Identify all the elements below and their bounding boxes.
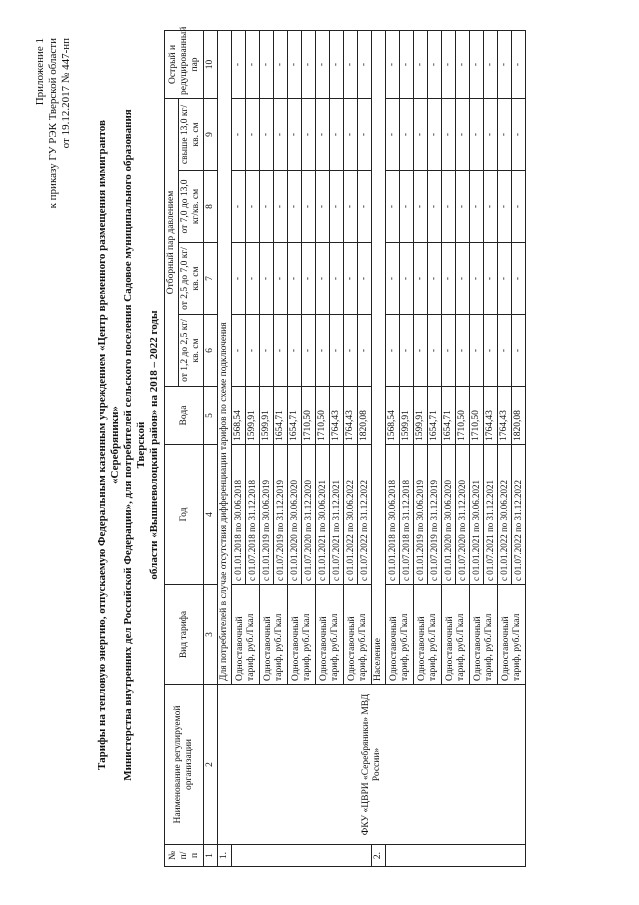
section-number: 2. [372,845,386,867]
period-cell: с 01.01.2019 по 30.06.2019 [260,445,274,585]
period-cell: с 01.01.2018 по 30.06.2018 [386,445,400,585]
dash-cell: - [358,315,372,387]
dash-cell: - [316,243,330,315]
water-value: 1654,71 [288,387,302,445]
organization-name: ФКУ «ЦВРИ «Серебряники» МВД России» [218,685,526,845]
dash-cell: - [260,171,274,243]
dash-cell: - [498,315,512,387]
dash-cell: - [428,171,442,243]
water-value: 1599,91 [246,387,260,445]
dash-cell: - [246,315,260,387]
dash-cell: - [456,171,470,243]
dash-cell: - [302,171,316,243]
dash-cell: - [428,98,442,170]
section-row [218,30,232,866]
dash-cell: - [330,98,344,170]
dash-cell: - [330,30,344,98]
water-value: 1820,08 [512,387,526,445]
tariff-type: Одноставочный тариф, руб./Гкал [470,585,498,685]
period-cell: с 01.01.2018 по 30.06.2018 [232,445,246,585]
dash-cell: - [400,243,414,315]
dash-cell: - [386,30,400,98]
section-note: Население [372,30,386,684]
period-cell: с 01.07.2020 по 31.12.2020 [456,445,470,585]
dash-cell: - [484,30,498,98]
dash-cell: - [414,315,428,387]
col-header-steam: Отборный пар давлением [165,98,179,386]
order-ref: к приказу ГУ РЭК Тверской области [47,38,59,209]
tariff-type: Одноставочный тариф, руб./Гкал [344,585,372,685]
period-cell: с 01.07.2018 по 31.12.2018 [400,445,414,585]
water-value: 1568,54 [386,387,400,445]
dash-cell: - [358,171,372,243]
dash-cell: - [414,98,428,170]
dash-cell: - [288,30,302,98]
period-cell: с 01.01.2020 по 30.06.2020 [288,445,302,585]
col-index: 9 [204,98,218,170]
water-value: 1710,50 [456,387,470,445]
dash-cell: - [456,30,470,98]
document-title [96,85,161,805]
col-index: 1 [204,845,218,867]
dash-cell: - [442,243,456,315]
dash-cell: - [498,171,512,243]
dash-cell: - [288,171,302,243]
tariff-type: Одноставочный тариф, руб./Гкал [498,585,526,685]
dash-cell: - [302,243,316,315]
col-header-water: Вода [165,387,204,445]
row-num-empty [386,845,526,867]
dash-cell: - [470,98,484,170]
period-cell: с 01.07.2021 по 31.12.2021 [330,445,344,585]
dash-cell: - [260,243,274,315]
period-cell: с 01.07.2019 по 31.12.2019 [274,445,288,585]
water-value: 1654,71 [274,387,288,445]
dash-cell: - [316,98,330,170]
dash-cell: - [470,30,484,98]
period-cell: с 01.07.2020 по 31.12.2020 [302,445,316,585]
dash-cell: - [274,98,288,170]
order-date: от 19.12.2017 № 447-нп [60,38,72,149]
dash-cell: - [288,98,302,170]
tariff-type: Одноставочный тариф, руб./Гкал [442,585,470,685]
dash-cell: - [470,243,484,315]
row-num-empty [232,845,372,867]
col-header-steam-4: свыше 13,0 кг/кв. см [179,98,204,170]
period-cell: с 01.07.2018 по 31.12.2018 [246,445,260,585]
dash-cell: - [414,30,428,98]
title-line-3: области «Вышневолоцкий район» на 2018 – 2022 годы [148,310,160,580]
dash-cell: - [344,98,358,170]
col-header-steam-2: от 2,5 до 7,0 кг/кв. см [179,243,204,315]
dash-cell: - [260,315,274,387]
period-cell: с 01.07.2019 по 31.12.2019 [428,445,442,585]
water-value: 1820,08 [358,387,372,445]
water-value: 1654,71 [442,387,456,445]
dash-cell: - [232,171,246,243]
col-header-type: Вид тарифа [165,585,204,685]
dash-cell: - [232,30,246,98]
dash-cell: - [400,98,414,170]
dash-cell: - [456,98,470,170]
period-cell: с 01.01.2019 по 30.06.2019 [414,445,428,585]
table-body [218,30,526,866]
col-index: 3 [204,585,218,685]
tariff-table [164,26,526,867]
dash-cell: - [274,30,288,98]
dash-cell: - [442,171,456,243]
period-cell: с 01.01.2022 по 30.06.2022 [498,445,512,585]
dash-cell: - [484,98,498,170]
dash-cell: - [456,315,470,387]
dash-cell: - [344,243,358,315]
dash-cell: - [512,30,526,98]
dash-cell: - [386,171,400,243]
dash-cell: - [470,171,484,243]
col-header-num: № п/ п [165,845,204,867]
dash-cell: - [274,315,288,387]
tariff-type: Одноставочный тариф, руб./Гкал [386,585,414,685]
dash-cell: - [428,30,442,98]
dash-cell: - [344,315,358,387]
dash-cell: - [260,30,274,98]
col-index: 8 [204,171,218,243]
water-value: 1654,71 [428,387,442,445]
dash-cell: - [400,315,414,387]
tariff-type: Одноставочный тариф, руб./Гкал [260,585,288,685]
col-index: 7 [204,243,218,315]
water-value: 1599,91 [400,387,414,445]
dash-cell: - [274,171,288,243]
water-value: 1599,91 [414,387,428,445]
dash-cell: - [512,315,526,387]
period-cell: с 01.01.2021 по 30.06.2021 [470,445,484,585]
period-cell: с 01.01.2021 по 30.06.2021 [316,445,330,585]
tariff-type: Одноставочный тариф, руб./Гкал [414,585,442,685]
dash-cell: - [512,98,526,170]
dash-cell: - [400,171,414,243]
period-cell: с 01.01.2022 по 30.06.2022 [344,445,358,585]
dash-cell: - [316,171,330,243]
dash-cell: - [470,315,484,387]
dash-cell: - [386,315,400,387]
col-header-steam-3: от 7,0 до 13,0 кг/кв. см [179,171,204,243]
water-value: 1710,50 [302,387,316,445]
water-value: 1764,43 [330,387,344,445]
dash-cell: - [232,243,246,315]
dash-cell: - [288,243,302,315]
tariff-type: Одноставочный тариф, руб./Гкал [316,585,344,685]
dash-cell: - [498,98,512,170]
col-header-steam-1: от 1,2 до 2,5 кг/кв. см [179,315,204,387]
title-line-1: Тарифы на тепловую энергию, отпускаемую Федеральным казенным учреждением «Центр временного размещения иммигрантов «Серебряники» [96,120,121,770]
water-value: 1710,50 [470,387,484,445]
dash-cell: - [246,98,260,170]
dash-cell: - [358,98,372,170]
title-line-2: Министерства внутренних дел Российской Федерации», для потребителей сельского поселения Садовое муниципального образования Тверской [122,109,147,781]
dash-cell: - [512,243,526,315]
dash-cell: - [456,243,470,315]
section-note: Для потребителей в случае отсутствия дифференциации тарифов по схеме подключения [218,30,232,684]
dash-cell: - [442,30,456,98]
dash-cell: - [442,315,456,387]
water-value: 1764,43 [484,387,498,445]
col-header-org: Наименование регулируемой организации [165,685,204,845]
col-index: 5 [204,387,218,445]
col-index: 4 [204,445,218,585]
period-cell: с 01.07.2022 по 31.12.2022 [512,445,526,585]
dash-cell: - [246,243,260,315]
water-value: 1764,43 [498,387,512,445]
col-index: 6 [204,315,218,387]
dash-cell: - [498,30,512,98]
appendix-header [34,38,73,208]
dash-cell: - [246,171,260,243]
col-index: 2 [204,685,218,845]
period-cell: с 01.07.2022 по 31.12.2022 [358,445,372,585]
water-value: 1764,43 [344,387,358,445]
dash-cell: - [498,243,512,315]
dash-cell: - [246,30,260,98]
dash-cell: - [330,315,344,387]
dash-cell: - [512,171,526,243]
dash-cell: - [484,243,498,315]
dash-cell: - [316,30,330,98]
dash-cell: - [484,315,498,387]
col-index: 10 [204,30,218,98]
period-cell: с 01.07.2021 по 31.12.2021 [484,445,498,585]
dash-cell: - [386,243,400,315]
dash-cell: - [428,315,442,387]
dash-cell: - [442,98,456,170]
dash-cell: - [428,243,442,315]
tariff-type: Одноставочный тариф, руб./Гкал [232,585,260,685]
dash-cell: - [386,98,400,170]
water-value: 1710,50 [316,387,330,445]
col-header-year: Год [165,445,204,585]
water-value: 1568,54 [232,387,246,445]
col-header-sharp-steam: Острый и редуцированный пар [165,30,204,98]
dash-cell: - [302,98,316,170]
period-cell: с 01.01.2020 по 30.06.2020 [442,445,456,585]
dash-cell: - [414,171,428,243]
dash-cell: - [274,243,288,315]
dash-cell: - [302,315,316,387]
dash-cell: - [330,243,344,315]
dash-cell: - [344,30,358,98]
dash-cell: - [288,315,302,387]
dash-cell: - [260,98,274,170]
water-value: 1599,91 [260,387,274,445]
section-number: 1. [218,845,232,867]
dash-cell: - [316,315,330,387]
tariff-type: Одноставочный тариф, руб./Гкал [288,585,316,685]
column-index-row [204,30,218,866]
dash-cell: - [400,30,414,98]
dash-cell: - [484,171,498,243]
dash-cell: - [232,98,246,170]
dash-cell: - [414,243,428,315]
dash-cell: - [232,315,246,387]
appendix-label: Приложение 1 [34,38,46,106]
dash-cell: - [358,243,372,315]
dash-cell: - [358,30,372,98]
dash-cell: - [344,171,358,243]
dash-cell: - [302,30,316,98]
dash-cell: - [330,171,344,243]
